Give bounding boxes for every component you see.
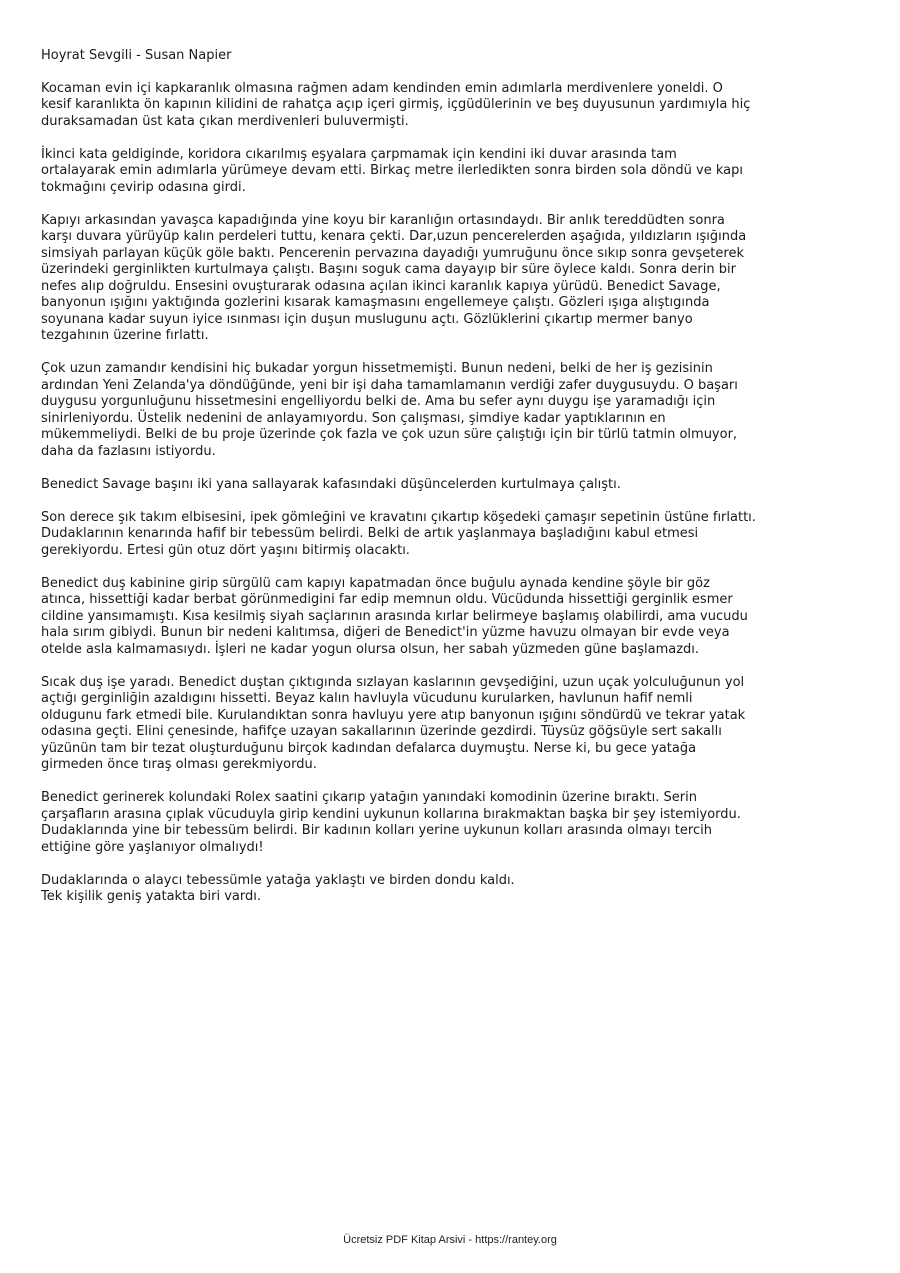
document-page [41, 48, 831, 906]
paragraph: Çok uzun zamandır kendisini hiç bukadar yorgun hissetmemişti. Bunun nedeni, belki de her iş gezisinin ardından Yeni Zelanda'ya döndüğünde, yeni bir işi daha tamamlamanın verdiği zafer duygusuydu. O başarı duygusu yorgunluğunu hissetmesini engelliyordu belki de. Ama bu sefer aynı duygu işe yaramadığı için sinirleniyordu. Üstelik nedenini de anlayamıyordu. Son çalışması, şimdiye kadar yaptıklarının en mükemmeliydi. Belki de bu proje üzerinde çok fazla ve çok uzun süre çalıştığı için bir türlü tatmin olmuyor, daha da fazlasını istiyordu. [41, 361, 738, 459]
paragraph: İkinci kata geldiginde, koridora cıkarılmış eşyalara çarpmamak için kendini iki duvar arasında tam ortalayarak emin adımlarla yürümeye devam etti. Birkaç metre ilerledikten sonra birden sola döndü ve kapı tokmağını çevirip odasına girdi. [41, 146, 743, 195]
paragraph: Dudaklarında o alaycı tebessümle yatağa yaklaştı ve birden dondu kaldı. Tek kişilik geniş yatakta biri vardı. [41, 872, 515, 904]
paragraph: Kocaman evin içi kapkaranlık olmasına rağmen adam kendinden emin adımlarla merdivenlere yoneldi. O kesif karanlıkta ön kapının kilidini de rahatça açıp içeri girmiş, içgüdülerinin ve beş duyusunun yardımıyla hiç duraksamadan üst kata çıkan merdivenleri buluvermişti. [41, 80, 751, 129]
page-footer: Ücretsiz PDF Kitap Arsivi - https://rantey.org [343, 1234, 557, 1246]
paragraph: Benedict gerinerek kolundaki Rolex saatini çıkarıp yatağın yanındaki komodinin üzerine bıraktı. Serin çarşafların arasına çıplak vücuduyla girip kendini uykunun kollarına bırakmaktan başka bir şey istemiyordu. Dudaklarında yine bir tebessüm belirdi. Bir kadının kolları yerine uykunun kolları arasında olmayı tercih ettiğine göre yaşlanıyor olmalıydı! [41, 790, 741, 855]
paragraph: Sıcak duş işe yaradı. Benedict duştan çıktıgında sızlayan kaslarının gevşediğini, uzun uçak yolculuğunun yol açtığı gerginliğin azaldıgını hissetti. Beyaz kalın havluyla vücudunu kurularken, havlunun hafif nemli oldugunu fark etmedi bile. Kurulandıktan sonra havluyu yere atıp banyonun ışığını söndürdü ve tekrar yatak odasına geçti. Elini çenesinde, hafifçe uzayan sakallarının üzerinde gezdirdi. Tüysüz göğsüyle sert sakallı yüzünün tam bir tezat oluşturduğunu birçok kadından defalarca duymuştu. Nerse ki, bu gece yatağa girmeden önce tıraş olması gerekmiyordu. [41, 674, 746, 772]
paragraph: Benedict Savage başını iki yana sallayarak kafasındaki düşüncelerden kurtulmaya çalıştı. [41, 476, 621, 492]
paragraph: Son derece şık takım elbisesini, ipek gömleğini ve kravatını çıkartıp köşedeki çamaşır sepetinin üstüne fırlattı. Dudaklarının kenarında hafif bir tebessüm belirdi. Belki de artık yaşlanmaya başladığını kabul etmesi gerekiyordu. Ertesi gün otuz dört yaşını bitirmiş olacaktı. [41, 509, 756, 558]
paragraph: Benedict duş kabinine girip sürgülü cam kapıyı kapatmadan önce buğulu aynada kendine şöyle bir göz atınca, hissettiği kadar berbat görünmedigini far edip memnun oldu. Vücüdunda hissettiği gerginlik esmer cildine yansımamıştı. Kısa kesilmiş siyah saçlarının arasında kırlar belirmeye başlamış olabilirdi, ama vucudu hala sırım gibiydi. Bunun bir nedeni kalıtımsa, diğeri de Benedict'in yüzme havuzu olmayan bir evde veya otelde asla kalmamasıydı. İşleri ne kadar yogun olursa olsun, her sabah yüzmeden güne başlamazdı. [41, 575, 748, 657]
document-title: Hoyrat Sevgili - Susan Napier [41, 48, 232, 63]
paragraph: Kapıyı arkasından yavaşca kapadığında yine koyu bir karanlığın ortasındaydı. Bir anlık tereddüdten sonra karşı duvara yürüyüp kalın perdeleri tuttu, kenara çekti. Dar,uzun pencerelerden aşağıda, yıldızların ışığında simsiyah parlayan küçük göle baktı. Pencerenin pervazına dayadığı yumruğunu önce sıkıp sonra gevşeterek üzerindeki gerginlikten kurtulmaya çalıştı. Başını soguk cama dayayıp bir süre öylece kaldı. Sonra derin bir nefes alıp doğruldu. Ensesini ovuşturarak odasına açılan ikinci karanlık kapıya yürüdü. Benedict Savage, banyonun ışığını yaktığında gozlerini kısarak kamaşmasını engellemeye çalıştı. Gözleri ışıga alıştıgında soyunana kadar suyun iyice ısınması için duşun muslugunu açtı. Gözlüklerini çıkartıp mermer banyo tezgahının üzerine fırlattı. [41, 212, 747, 343]
